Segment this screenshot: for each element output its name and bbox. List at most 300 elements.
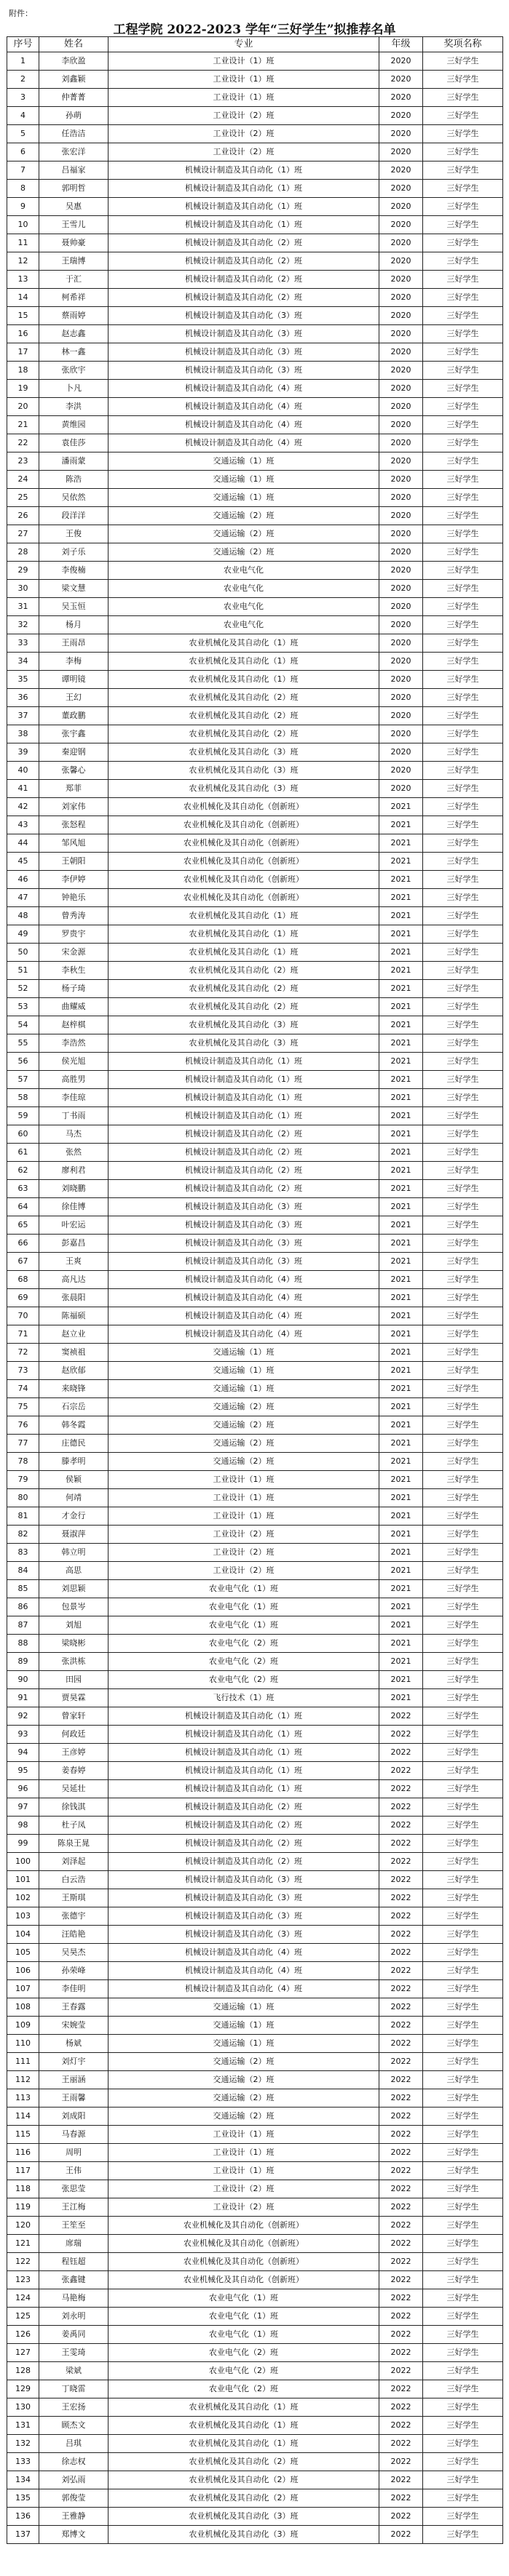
cell-grade: 2021 (379, 1016, 423, 1034)
table-row (7, 252, 503, 271)
cell-award: 三好学生 (423, 434, 503, 452)
cell-index: 46 (7, 871, 39, 889)
cell-award: 三好学生 (423, 671, 503, 689)
cell-index: 88 (7, 1635, 39, 1653)
cell-award: 三好学生 (423, 2362, 503, 2380)
cell-major: 机械设计制造及其自动化（2）班 (108, 234, 379, 252)
cell-grade: 2020 (379, 616, 423, 634)
cell-index: 11 (7, 234, 39, 252)
cell-award: 三好学生 (423, 2126, 503, 2144)
cell-name: 李欣盈 (39, 52, 108, 71)
cell-award: 三好学生 (423, 2526, 503, 2544)
cell-index: 23 (7, 452, 39, 471)
cell-grade: 2020 (379, 89, 423, 107)
cell-name: 董政鹏 (39, 707, 108, 725)
table-row (7, 1453, 503, 1471)
cell-award: 三好学生 (423, 2035, 503, 2053)
cell-grade: 2021 (379, 889, 423, 907)
table-row (7, 1671, 503, 1689)
cell-major: 农业机械化及其自动化（3）班 (108, 1016, 379, 1034)
cell-award: 三好学生 (423, 2071, 503, 2089)
cell-major: 机械设计制造及其自动化（1）班 (108, 1762, 379, 1780)
cell-name: 吴昊杰 (39, 1944, 108, 1962)
cell-name: 宋婉莹 (39, 2017, 108, 2035)
cell-name: 潘雨蒙 (39, 452, 108, 471)
cell-grade: 2021 (379, 1507, 423, 1526)
cell-award: 三好学生 (423, 343, 503, 362)
cell-grade: 2022 (379, 2508, 423, 2526)
cell-name: 丁书雨 (39, 1107, 108, 1125)
cell-major: 交通运输（1）班 (108, 1380, 379, 1398)
cell-grade: 2021 (379, 1180, 423, 1198)
cell-name: 吴惠 (39, 198, 108, 216)
cell-grade: 2021 (379, 853, 423, 871)
cell-index: 120 (7, 2217, 39, 2235)
cell-index: 43 (7, 816, 39, 834)
cell-name: 郑博文 (39, 2526, 108, 2544)
cell-name: 孙萌 (39, 107, 108, 125)
cell-name: 马杰 (39, 1125, 108, 1144)
cell-major: 农业机械化及其自动化（2）班 (108, 2471, 379, 2489)
cell-grade: 2020 (379, 289, 423, 307)
cell-award: 三好学生 (423, 1707, 503, 1726)
cell-index: 58 (7, 1089, 39, 1107)
table-row (7, 1289, 503, 1307)
cell-index: 70 (7, 1307, 39, 1325)
cell-index: 48 (7, 907, 39, 925)
cell-major: 农业机械化及其自动化（2）班 (108, 980, 379, 998)
table-row (7, 162, 503, 180)
cell-major: 机械设计制造及其自动化（1）班 (108, 1744, 379, 1762)
cell-award: 三好学生 (423, 2108, 503, 2126)
table-row (7, 1544, 503, 1562)
cell-name: 卜凡 (39, 380, 108, 398)
cell-index: 103 (7, 1907, 39, 1926)
cell-name: 刘家伟 (39, 798, 108, 816)
cell-major: 农业电气化 (108, 562, 379, 580)
cell-name: 王雯琦 (39, 2344, 108, 2362)
cell-major: 机械设计制造及其自动化（3）班 (108, 1216, 379, 1235)
cell-index: 93 (7, 1726, 39, 1744)
cell-grade: 2020 (379, 216, 423, 234)
cell-major: 农业机械化及其自动化（创新班） (108, 2253, 379, 2271)
cell-index: 56 (7, 1053, 39, 1071)
cell-major: 交通运输（1）班 (108, 1362, 379, 1380)
cell-grade: 2020 (379, 398, 423, 416)
cell-index: 98 (7, 1817, 39, 1835)
cell-award: 三好学生 (423, 762, 503, 780)
cell-award: 三好学生 (423, 1998, 503, 2017)
cell-award: 三好学生 (423, 107, 503, 125)
cell-name: 李佳琼 (39, 1089, 108, 1107)
cell-grade: 2021 (379, 907, 423, 925)
cell-name: 陈福硕 (39, 1307, 108, 1325)
cell-index: 130 (7, 2398, 39, 2417)
cell-major: 机械设计制造及其自动化（2）班 (108, 271, 379, 289)
table-row (7, 780, 503, 798)
table-row (7, 380, 503, 398)
cell-award: 三好学生 (423, 580, 503, 598)
cell-name: 李秋生 (39, 962, 108, 980)
cell-name: 赵梓棋 (39, 1016, 108, 1034)
cell-name: 王丽涵 (39, 2071, 108, 2089)
cell-award: 三好学生 (423, 52, 503, 71)
document-title: 工程学院 2022-2023 学年“三好学生”拟推荐名单 (113, 23, 396, 37)
cell-major: 工业设计（1）班 (108, 1489, 379, 1507)
cell-grade: 2022 (379, 2526, 423, 2544)
cell-index: 16 (7, 325, 39, 343)
cell-name: 何靖 (39, 1489, 108, 1507)
cell-award: 三好学生 (423, 1016, 503, 1034)
cell-award: 三好学生 (423, 1235, 503, 1253)
cell-index: 18 (7, 362, 39, 380)
cell-major: 机械设计制造及其自动化（1）班 (108, 1053, 379, 1071)
cell-grade: 2022 (379, 2180, 423, 2198)
cell-award: 三好学生 (423, 598, 503, 616)
table-row (7, 1526, 503, 1544)
table-row (7, 762, 503, 780)
cell-index: 55 (7, 1034, 39, 1053)
cell-grade: 2022 (379, 1962, 423, 1980)
cell-index: 80 (7, 1489, 39, 1507)
cell-award: 三好学生 (423, 325, 503, 343)
cell-name: 高胜男 (39, 1071, 108, 1089)
cell-name: 张洪栋 (39, 1653, 108, 1671)
cell-index: 135 (7, 2489, 39, 2508)
cell-award: 三好学生 (423, 143, 503, 162)
table-row (7, 1780, 503, 1798)
cell-grade: 2022 (379, 2035, 423, 2053)
cell-name: 徐钱淇 (39, 1798, 108, 1817)
cell-grade: 2021 (379, 1235, 423, 1253)
cell-index: 36 (7, 689, 39, 707)
cell-major: 农业电气化（2）班 (108, 1635, 379, 1653)
cell-award: 三好学生 (423, 1125, 503, 1144)
cell-name: 梁文慧 (39, 580, 108, 598)
cell-grade: 2022 (379, 2071, 423, 2089)
table-row (7, 2053, 503, 2071)
cell-grade: 2020 (379, 325, 423, 343)
cell-index: 65 (7, 1216, 39, 1235)
nominee-table (7, 36, 503, 2544)
cell-award: 三好学生 (423, 1944, 503, 1962)
cell-index: 64 (7, 1198, 39, 1216)
cell-major: 交通运输（1）班 (108, 1344, 379, 1362)
cell-award: 三好学生 (423, 1635, 503, 1653)
cell-major: 农业电气化（1）班 (108, 2308, 379, 2326)
cell-major: 机械设计制造及其自动化（2）班 (108, 1853, 379, 1871)
cell-major: 机械设计制造及其自动化（4）班 (108, 398, 379, 416)
cell-award: 三好学生 (423, 1216, 503, 1235)
table-row (7, 998, 503, 1016)
cell-award: 三好学生 (423, 2489, 503, 2508)
cell-grade: 2021 (379, 871, 423, 889)
cell-grade: 2022 (379, 2089, 423, 2108)
cell-award: 三好学生 (423, 1780, 503, 1798)
table-row (7, 2380, 503, 2398)
cell-grade: 2020 (379, 71, 423, 89)
cell-grade: 2022 (379, 1926, 423, 1944)
cell-grade: 2020 (379, 52, 423, 71)
table-row (7, 1416, 503, 1435)
cell-index: 47 (7, 889, 39, 907)
cell-grade: 2021 (379, 1362, 423, 1380)
cell-grade: 2022 (379, 2253, 423, 2271)
table-row (7, 743, 503, 762)
cell-major: 机械设计制造及其自动化（2）班 (108, 1180, 379, 1198)
cell-index: 123 (7, 2271, 39, 2289)
cell-award: 三好学生 (423, 907, 503, 925)
cell-major: 工业设计（2）班 (108, 1526, 379, 1544)
cell-grade: 2021 (379, 1089, 423, 1107)
table-row (7, 907, 503, 925)
cell-index: 8 (7, 180, 39, 198)
cell-major: 农业电气化（2）班 (108, 2380, 379, 2398)
cell-grade: 2022 (379, 1744, 423, 1762)
cell-major: 机械设计制造及其自动化（1）班 (108, 198, 379, 216)
cell-major: 农业电气化（2）班 (108, 1671, 379, 1689)
cell-name: 王爽 (39, 1253, 108, 1271)
table-row (7, 1889, 503, 1907)
cell-award: 三好学生 (423, 2417, 503, 2435)
cell-name: 高凡达 (39, 1271, 108, 1289)
cell-index: 131 (7, 2417, 39, 2435)
table-row (7, 1980, 503, 1998)
cell-index: 1 (7, 52, 39, 71)
cell-index: 132 (7, 2435, 39, 2453)
cell-award: 三好学生 (423, 1453, 503, 1471)
table-row (7, 2398, 503, 2417)
cell-grade: 2022 (379, 1707, 423, 1726)
cell-index: 9 (7, 198, 39, 216)
cell-award: 三好学生 (423, 2508, 503, 2526)
cell-award: 三好学生 (423, 1162, 503, 1180)
cell-name: 王笙至 (39, 2217, 108, 2235)
table-row (7, 1726, 503, 1744)
cell-award: 三好学生 (423, 471, 503, 489)
cell-index: 20 (7, 398, 39, 416)
cell-index: 21 (7, 416, 39, 434)
cell-grade: 2020 (379, 434, 423, 452)
cell-grade: 2021 (379, 1253, 423, 1271)
table-row (7, 416, 503, 434)
cell-grade: 2022 (379, 2344, 423, 2362)
cell-index: 4 (7, 107, 39, 125)
cell-index: 79 (7, 1471, 39, 1489)
cell-name: 徐佳博 (39, 1198, 108, 1216)
cell-index: 62 (7, 1162, 39, 1180)
table-row (7, 1089, 503, 1107)
cell-major: 农业电气化（2）班 (108, 1653, 379, 1671)
cell-index: 26 (7, 507, 39, 525)
cell-index: 134 (7, 2471, 39, 2489)
cell-name: 林一鑫 (39, 343, 108, 362)
cell-award: 三好学生 (423, 1271, 503, 1289)
cell-name: 张怒程 (39, 816, 108, 834)
cell-award: 三好学生 (423, 834, 503, 853)
cell-grade: 2022 (379, 1980, 423, 1998)
cell-award: 三好学生 (423, 2289, 503, 2308)
cell-index: 125 (7, 2308, 39, 2326)
header-name: 姓名 (39, 37, 108, 52)
cell-index: 95 (7, 1762, 39, 1780)
cell-name: 张馨心 (39, 762, 108, 780)
table-row (7, 1489, 503, 1507)
cell-index: 94 (7, 1744, 39, 1762)
cell-index: 30 (7, 580, 39, 598)
cell-major: 农业机械化及其自动化（创新班） (108, 816, 379, 834)
cell-index: 51 (7, 962, 39, 980)
cell-index: 19 (7, 380, 39, 398)
cell-index: 22 (7, 434, 39, 452)
cell-award: 三好学生 (423, 944, 503, 962)
cell-name: 李俊楠 (39, 562, 108, 580)
cell-award: 三好学生 (423, 234, 503, 252)
cell-major: 工业设计（1）班 (108, 2162, 379, 2180)
cell-major: 工业设计（1）班 (108, 2144, 379, 2162)
cell-name: 田园 (39, 1671, 108, 1689)
cell-award: 三好学生 (423, 1835, 503, 1853)
cell-award: 三好学生 (423, 962, 503, 980)
cell-major: 交通运输（2）班 (108, 2053, 379, 2071)
cell-grade: 2021 (379, 1489, 423, 1507)
cell-name: 顾杰文 (39, 2417, 108, 2435)
cell-grade: 2020 (379, 507, 423, 525)
cell-name: 贾昊霖 (39, 1689, 108, 1707)
table-row (7, 343, 503, 362)
cell-major: 农业电气化（1）班 (108, 2326, 379, 2344)
table-row (7, 1325, 503, 1344)
cell-award: 三好学生 (423, 1562, 503, 1580)
table-row (7, 1125, 503, 1144)
cell-grade: 2020 (379, 471, 423, 489)
cell-award: 三好学生 (423, 1398, 503, 1416)
cell-index: 29 (7, 562, 39, 580)
cell-award: 三好学生 (423, 2380, 503, 2398)
cell-grade: 2021 (379, 834, 423, 853)
cell-major: 机械设计制造及其自动化（1）班 (108, 1707, 379, 1726)
cell-award: 三好学生 (423, 980, 503, 998)
table-row (7, 2217, 503, 2235)
cell-grade: 2022 (379, 1726, 423, 1744)
cell-index: 77 (7, 1435, 39, 1453)
cell-award: 三好学生 (423, 1580, 503, 1598)
table-row (7, 834, 503, 853)
cell-grade: 2020 (379, 125, 423, 143)
cell-name: 秦迎钢 (39, 743, 108, 762)
table-row (7, 1944, 503, 1962)
cell-index: 96 (7, 1780, 39, 1798)
cell-major: 农业机械化及其自动化（创新班） (108, 834, 379, 853)
header-row (7, 37, 503, 52)
cell-index: 74 (7, 1380, 39, 1398)
cell-grade: 2021 (379, 925, 423, 944)
cell-index: 89 (7, 1653, 39, 1671)
attachment-label: 附件： (9, 9, 33, 18)
cell-name: 杨斌 (39, 2035, 108, 2053)
cell-award: 三好学生 (423, 1198, 503, 1216)
cell-major: 机械设计制造及其自动化（3）班 (108, 1253, 379, 1271)
cell-major: 机械设计制造及其自动化（4）班 (108, 1271, 379, 1289)
cell-index: 87 (7, 1616, 39, 1635)
cell-name: 张宇鑫 (39, 725, 108, 743)
cell-index: 66 (7, 1235, 39, 1253)
cell-name: 王幻 (39, 689, 108, 707)
cell-major: 工业设计（2）班 (108, 143, 379, 162)
table-row (7, 89, 503, 107)
table-row (7, 1034, 503, 1053)
cell-award: 三好学生 (423, 2180, 503, 2198)
table-row (7, 962, 503, 980)
cell-name: 王伟 (39, 2162, 108, 2180)
cell-award: 三好学生 (423, 2198, 503, 2217)
cell-grade: 2022 (379, 2162, 423, 2180)
cell-name: 王彦婷 (39, 1744, 108, 1762)
cell-name: 李佳明 (39, 1980, 108, 1998)
cell-name: 程钰超 (39, 2253, 108, 2271)
cell-grade: 2021 (379, 1616, 423, 1635)
cell-major: 机械设计制造及其自动化（3）班 (108, 1907, 379, 1926)
cell-grade: 2022 (379, 2471, 423, 2489)
cell-index: 124 (7, 2289, 39, 2308)
cell-name: 刘永明 (39, 2308, 108, 2326)
cell-award: 三好学生 (423, 1489, 503, 1507)
table-row (7, 980, 503, 998)
cell-name: 石宗岳 (39, 1398, 108, 1416)
cell-award: 三好学生 (423, 398, 503, 416)
cell-major: 农业机械化及其自动化（1）班 (108, 944, 379, 962)
cell-name: 王斯琪 (39, 1889, 108, 1907)
cell-grade: 2020 (379, 671, 423, 689)
cell-award: 三好学生 (423, 1435, 503, 1453)
cell-grade: 2020 (379, 598, 423, 616)
cell-award: 三好学生 (423, 798, 503, 816)
cell-award: 三好学生 (423, 2235, 503, 2253)
cell-grade: 2020 (379, 107, 423, 125)
cell-award: 三好学生 (423, 2253, 503, 2271)
cell-name: 周明 (39, 2144, 108, 2162)
cell-award: 三好学生 (423, 1416, 503, 1435)
cell-grade: 2020 (379, 162, 423, 180)
cell-grade: 2021 (379, 1653, 423, 1671)
cell-major: 农业机械化及其自动化（1）班 (108, 634, 379, 653)
cell-name: 陈泉王晁 (39, 1835, 108, 1853)
table-row (7, 925, 503, 944)
cell-grade: 2021 (379, 1580, 423, 1598)
cell-award: 三好学生 (423, 1980, 503, 1998)
cell-grade: 2022 (379, 2308, 423, 2326)
cell-name: 赵立业 (39, 1325, 108, 1344)
table-row (7, 2526, 503, 2544)
cell-name: 王春露 (39, 1998, 108, 2017)
table-row (7, 2162, 503, 2180)
cell-major: 机械设计制造及其自动化（4）班 (108, 1980, 379, 1998)
table-row (7, 1598, 503, 1616)
cell-major: 机械设计制造及其自动化（1）班 (108, 180, 379, 198)
cell-grade: 2021 (379, 1671, 423, 1689)
cell-index: 76 (7, 1416, 39, 1435)
cell-award: 三好学生 (423, 252, 503, 271)
cell-name: 郭俊莹 (39, 2489, 108, 2508)
cell-major: 交通运输（1）班 (108, 471, 379, 489)
cell-major: 交通运输（2）班 (108, 1416, 379, 1435)
cell-name: 杨月 (39, 616, 108, 634)
cell-award: 三好学生 (423, 1526, 503, 1544)
table-row (7, 1616, 503, 1635)
cell-index: 59 (7, 1107, 39, 1125)
cell-index: 13 (7, 271, 39, 289)
table-row (7, 2453, 503, 2471)
